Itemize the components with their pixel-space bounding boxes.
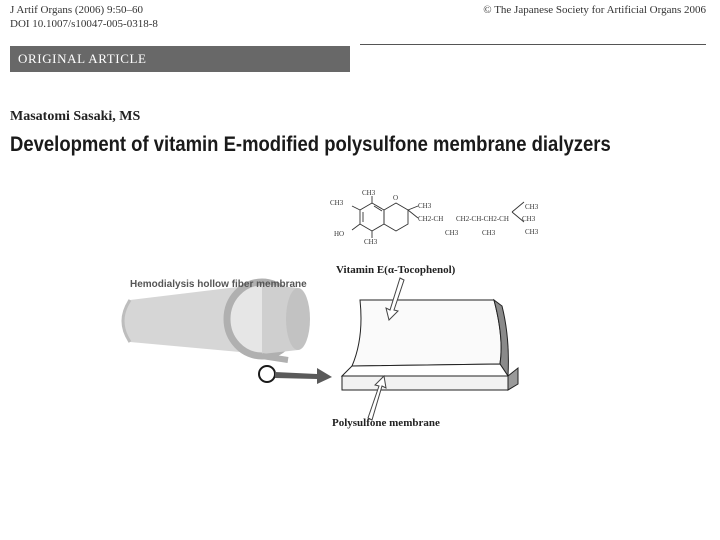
society-copyright: © The Japanese Society for Artificial Organs 2006 — [483, 4, 706, 16]
hemodialysis-label: Hemodialysis hollow fiber membrane — [130, 279, 307, 290]
atom-label: CH2-CH — [418, 215, 444, 223]
journal-citation: J Artif Organs (2006) 9:50–60 — [10, 4, 144, 16]
atom-label: CH3 — [364, 238, 378, 246]
journal-reference — [10, 3, 158, 31]
atom-label: CH3 — [525, 203, 539, 211]
atom-label: CH3 — [525, 228, 539, 236]
vitamin-e-label: Vitamin E(α-Tocophenol) — [336, 264, 456, 276]
atom-label: CH3 — [445, 229, 459, 237]
atom-label: HO — [334, 230, 345, 238]
atom-label: CH3 — [418, 202, 432, 210]
membrane-figure — [112, 188, 564, 442]
article-title: Development of vitamin E-modified polysulfone membrane dialyzers — [10, 133, 611, 156]
header-rule — [360, 44, 706, 45]
atom-label: CH2-CH-CH2-CH — [456, 215, 509, 223]
polysulfone-label: Polysulfone membrane — [332, 417, 440, 429]
atom-label: CH3 — [330, 199, 344, 207]
atom-label: CH3 — [482, 229, 496, 237]
atom-label: O — [393, 194, 399, 202]
article-type-banner: ORIGINAL ARTICLE — [10, 46, 350, 72]
atom-label: CH3 — [522, 215, 536, 223]
doi-line: DOI 10.1007/s10047-005-0318-8 — [10, 18, 158, 30]
figure-illustration — [112, 188, 564, 442]
author-name: Masatomi Sasaki, MS — [10, 109, 141, 124]
atom-label: CH3 — [362, 189, 376, 197]
membrane-sheet — [342, 300, 518, 390]
